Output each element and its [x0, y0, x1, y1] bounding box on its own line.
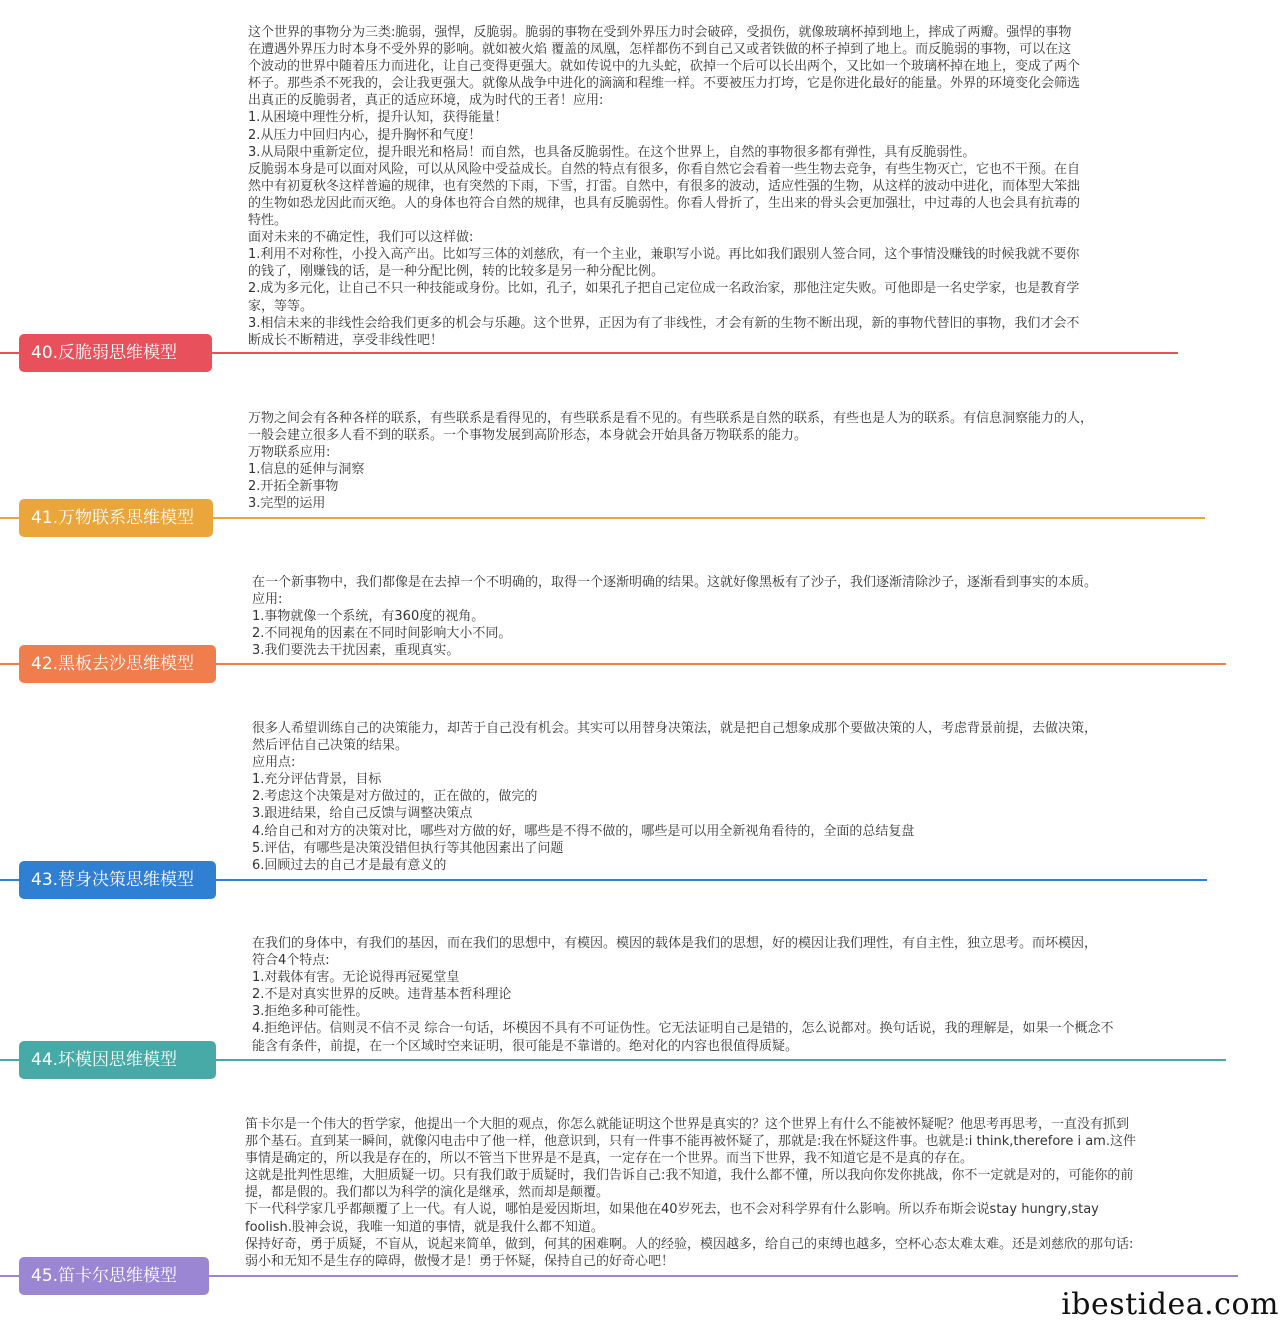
description-line: 下一代科学家几乎都颠覆了上一代。有人说，哪怕是爱因斯坦，如果他在40岁死去，也不会对科学界有什么影响。所以乔布斯会说stay hungry,stay — [245, 1202, 1099, 1218]
description-line: 2.从压力中回归内心，提升胸怀和气度！ — [248, 127, 482, 143]
description-line: foolish.股神会说，我唯一知道的事情，就是我什么都不知道。 — [245, 1219, 604, 1235]
topic-description — [248, 24, 1188, 349]
description-line: 3.跟进结果，给自己反馈与调整决策点 — [252, 806, 473, 822]
topic-label[interactable]: 45.笛卡尔思维模型 — [19, 1257, 209, 1295]
description-line: 在我们的身体中，有我们的基因，而在我们的思想中，有模因。模因的载体是我们的思想，好的模因让我们理性，有自主性，独立思考。而坏模因， — [252, 936, 1098, 951]
description-line: 万物联系应用: — [248, 445, 331, 461]
description-line: 3.拒绝多种可能性。 — [252, 1004, 369, 1020]
description-line: 出真正的反脆弱者，真正的适应环境，成为时代的王者！应用: — [248, 93, 604, 109]
topic-label[interactable]: 43.替身决策思维模型 — [19, 861, 216, 899]
description-line: 1.利用不对称性，小投入高产出。比如写三体的刘慈欣，有一个主业，兼职写小说。再比如我们跟别人签合同，这个事情没赚钱的时候我就不要你 — [248, 247, 1080, 263]
topic-description — [252, 935, 1222, 1055]
branch-line — [214, 879, 1207, 881]
branch-connector — [0, 352, 20, 354]
topic-description — [252, 574, 1232, 659]
description-line: 6.回顾过去的自己才是最有意义的 — [252, 857, 447, 873]
topic-label[interactable]: 41.万物联系思维模型 — [19, 499, 213, 537]
description-line: 个波动的世界中随着压力而进化，让自己变得更强大。就如传说中的九头蛇，砍掉一个后可以长出两个，又比如一个玻璃杯掉在地上，变成了两个 — [248, 59, 1081, 75]
topic-description — [252, 720, 1212, 874]
description-line: 的生物如恐龙因此而灭绝。人的身体也符合自然的规律，也具有反脆弱性。你看人骨折了，生出来的骨头会更加强壮，中过毒的人也会具有抗毒的 — [248, 195, 1081, 211]
description-line: 3.我们要洗去干扰因素，重现真实。 — [252, 643, 460, 659]
branch-line — [214, 1059, 1226, 1061]
description-line: 万物之间会有各种各样的联系，有些联系是看得见的，有些联系是看不见的。有些联系是自然的联系，有些也是人为的联系。有信息洞察能力的人， — [248, 411, 1094, 426]
description-line: 应用: — [252, 592, 283, 608]
description-line: 断成长不断精进，享受非线性吧！ — [248, 332, 444, 348]
description-line: 的钱了，刚赚钱的话，是一种分配比例，转的比较多是另一种分配比例。 — [248, 264, 665, 280]
description-line: 能含有条件，前提，在一个区域时空来证明，很可能是不靠谱的。绝对化的内容也很值得质疑。 — [252, 1038, 799, 1054]
description-line: 2.考虑这个决策是对方做过的，正在做的，做完的 — [252, 789, 538, 805]
topic-description — [245, 1116, 1240, 1270]
branch-connector — [0, 1059, 20, 1061]
branch-line — [214, 663, 1226, 665]
description-line: 事情是确定的，所以我是存在的，所以不管当下世界是不是真，一定存在一个世界。而当下世界，我不知道它是不是真的存在。 — [245, 1151, 974, 1167]
description-line: 3.完型的运用 — [248, 496, 326, 512]
branch-connector — [0, 663, 20, 665]
branch-line — [207, 1275, 1238, 1277]
description-line: 3.相信未来的非线性会给我们更多的机会与乐趣。这个世界，正因为有了非线性，才会有新的生物不断出现，新的事物代替旧的事物，我们才会不 — [248, 315, 1080, 331]
description-line: 1.信息的延伸与洞察 — [248, 462, 365, 478]
description-line: 2.开拓全新事物 — [248, 479, 339, 495]
branch-connector — [0, 517, 20, 519]
description-line: 符合4个特点: — [252, 953, 330, 969]
description-line: 3.从局限中重新定位，提升眼光和格局！而自然，也具备反脆弱性。在这个世界上，自然的事物很多都有弹性，具有反脆弱性。 — [248, 144, 976, 160]
description-line: 4.给自己和对方的决策对比，哪些对方做的好，哪些是不得不做的，哪些是可以用全新视角看待的，全面的总结复盘 — [252, 823, 915, 839]
description-line: 一般会建立很多人看不到的联系。一个事物发展到高阶形态，本身就会开始具备万物联系的能力。 — [248, 428, 808, 444]
description-line: 在遭遇外界压力时本身不受外界的影响。就如被火焰 覆盖的凤凰，怎样都伤不到自己又或者铁做的杯子掉到了地上。而反脆弱的事物，可以在这 — [248, 42, 1072, 58]
branch-line — [211, 517, 1205, 519]
description-line: 5.评估，有哪些是决策没错但执行等其他因素出了问题 — [252, 840, 564, 856]
topic-label[interactable]: 44.坏模因思维模型 — [19, 1041, 216, 1079]
description-line: 保持好奇，勇于质疑，不盲从，说起来简单，做到，何其的困难啊。人的经验，模因越多，给自己的束缚也越多，空杯心态太难太难。还是刘慈欣的那句话: — [245, 1236, 1134, 1252]
description-line: 这个世界的事物分为三类:脆弱，强悍，反脆弱。脆弱的事物在受到外界压力时会破碎，受损伤，就像玻璃杯掉到地上，摔成了两瓣。强悍的事物 — [248, 25, 1072, 40]
description-line: 弱小和无知不是生存的障碍，傲慢才是！勇于怀疑，保持自己的好奇心吧！ — [245, 1253, 675, 1269]
description-line: 面对未来的不确定性，我们可以这样做: — [248, 230, 474, 246]
site-watermark: ibestidea.com — [1061, 1287, 1279, 1322]
description-line: 在一个新事物中，我们都像是在去掉一个不明确的，取得一个逐渐明确的结果。这就好像黑板有了沙子，我们逐渐清除沙子，逐渐看到事实的本质。 — [252, 575, 1098, 590]
branch-connector — [0, 879, 20, 881]
description-line: 那个基石。直到某一瞬间，就像闪电击中了他一样，他意识到，只有一件事不能再被怀疑了，那就是:我在怀疑这件事。也就是:i think,therefore i am.这件 — [245, 1134, 1136, 1150]
description-line: 特性。 — [248, 213, 288, 229]
description-line: 应用点: — [252, 755, 296, 771]
topic-description — [248, 410, 1208, 513]
description-line: 笛卡尔是一个伟大的哲学家，他提出一个大胆的观点，你怎么就能证明这个世界是真实的？这个世界上有什么不能被怀疑呢？他思考再思考，一直没有抓到 — [245, 1117, 1130, 1132]
topic-label[interactable]: 42.黑板去沙思维模型 — [19, 645, 216, 683]
branch-connector — [0, 1275, 20, 1277]
description-line: 杯子。那些杀不死我的，会让我更强大。就像从战争中进化的滴滴和程维一样。不要被压力打垮，它是你进化最好的能量。外界的环境变化会筛选 — [248, 76, 1081, 92]
description-line: 反脆弱本身是可以面对风险，可以从风险中受益成长。自然的特点有很多，你看自然它会看着一些生物去竞争，有些生物灭亡，它也不干预。在自 — [248, 161, 1081, 177]
description-line: 然后评估自己决策的结果。 — [252, 738, 409, 754]
description-line: 然中有初夏秋冬这样普遍的规律，也有突然的下雨，下雪，打雷。自然中，有很多的波动，适应性强的生物，从这样的波动中进化，而体型大笨拙 — [248, 178, 1081, 194]
description-line: 这就是批判性思维，大胆质疑一切。只有我们敢于质疑时，我们告诉自己:我不知道，我什么都不懂，所以我向你发你挑战，你不一定就是对的，可能你的前 — [245, 1168, 1134, 1184]
description-line: 1.事物就像一个系统，有360度的视角。 — [252, 609, 485, 625]
description-line: 家，等等。 — [248, 298, 314, 314]
description-line: 4.拒绝评估。信则灵不信不灵 综合一句话，坏模因不具有不可证伪性。它无法证明自己是错的，怎么说都对。换句话说，我的理解是，如果一个概念不 — [252, 1021, 1114, 1037]
description-line: 2.成为多元化，让自己不只一种技能或身份。比如，孔子，如果孔子把自己定位成一名政治家，那他注定失败。可他即是一名史学家，也是教育学 — [248, 281, 1080, 297]
description-line: 提，都是假的。我们都以为科学的演化是继承，然而却是颠覆。 — [245, 1185, 610, 1201]
description-line: 1.充分评估背景，目标 — [252, 772, 382, 788]
description-line: 1.从困境中理性分析，提升认知，获得能量！ — [248, 110, 508, 126]
description-line: 1.对载体有害。无论说得再冠冕堂皇 — [252, 970, 460, 986]
topic-label[interactable]: 40.反脆弱思维模型 — [19, 334, 212, 372]
description-line: 2.不是对真实世界的反映。违背基本哲科理论 — [252, 987, 512, 1003]
description-line: 2.不同视角的因素在不同时间影响大小不同。 — [252, 626, 512, 642]
description-line: 很多人希望训练自己的决策能力，却苦于自己没有机会。其实可以用替身决策法，就是把自己想象成那个要做决策的人，考虑背景前提，去做决策， — [252, 721, 1098, 736]
branch-line — [210, 352, 1178, 354]
